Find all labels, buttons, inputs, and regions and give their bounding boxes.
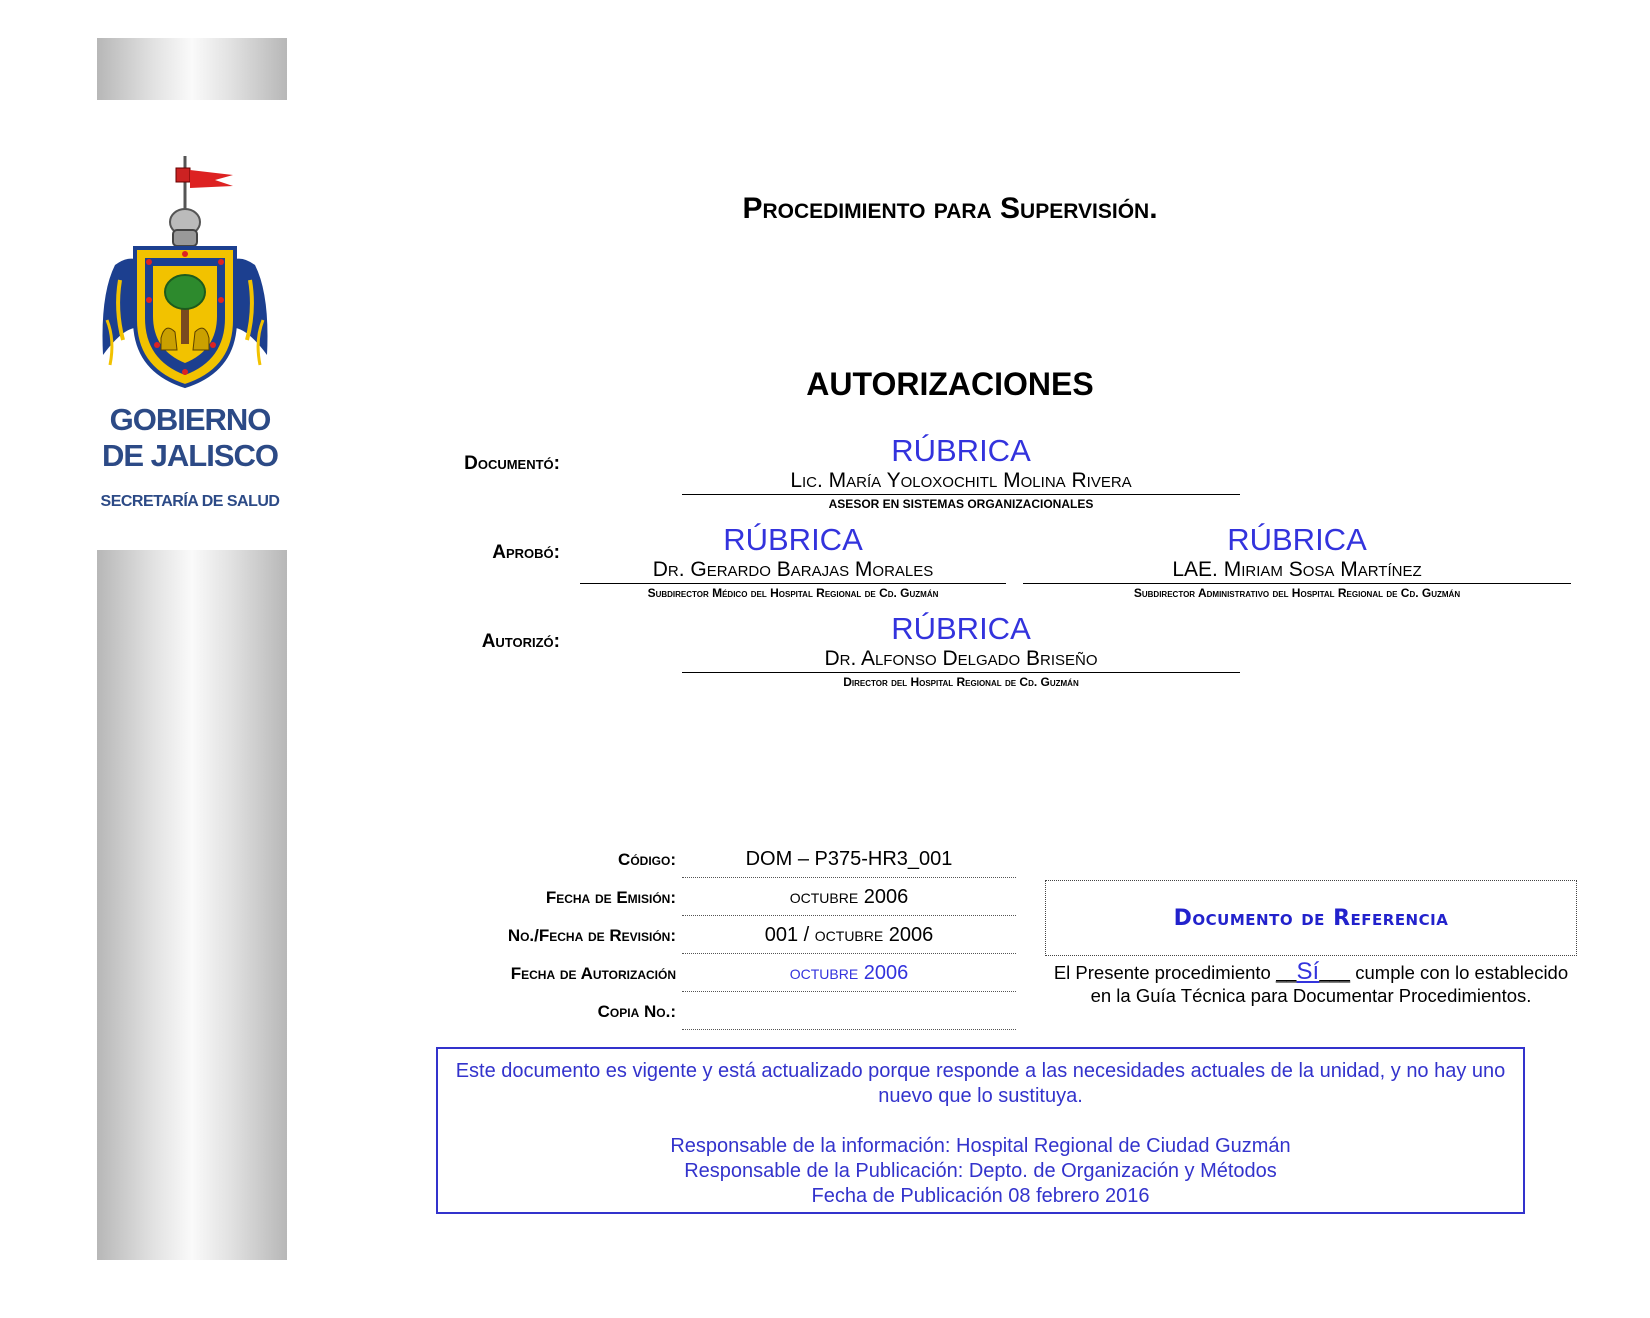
authorized-label: Autorizó: xyxy=(481,631,560,652)
authorization-date-value xyxy=(682,960,1016,986)
signer-role: ASESOR EN SISTEMAS ORGANIZACIONALES xyxy=(828,497,1094,511)
signer-name: Lic. María Yoloxochitl Molina Rivera xyxy=(682,468,1240,495)
signer-name: LAE. Miriam Sosa Martínez xyxy=(1023,557,1571,584)
publication-date: Fecha de Publicación 08 febrero 2016 xyxy=(811,1185,1150,1207)
approved-signature-block-2 xyxy=(1023,523,1571,601)
revision-year: 2006 xyxy=(888,924,934,946)
validity-statement: Este documento es vigente y está actualizado porque responde a las necesidades actuales de la unidad, y no hay uno nuevo que lo sustituya. xyxy=(455,1060,1506,1107)
revision-month: octubre xyxy=(814,924,884,946)
reference-document-title: Documento de Referencia xyxy=(1173,905,1449,931)
reference-document-box xyxy=(1045,880,1577,956)
authorization-month: octubre xyxy=(789,962,859,984)
signer-name: Dr. Alfonso Delgado Briseño xyxy=(682,646,1240,673)
authorized-signature-block xyxy=(682,612,1240,690)
authorization-date-label: Fecha de Autorización xyxy=(510,964,676,983)
information-responsible: Responsable de la información: Hospital Regional de Ciudad Guzmán xyxy=(670,1135,1291,1157)
jalisco-coat-of-arms-icon xyxy=(95,150,275,395)
signature-rubrica: RÚBRICA xyxy=(723,522,863,557)
issue-month: octubre xyxy=(789,886,859,908)
publication-responsible: Responsable de la Publicación: Depto. de Organización y Métodos xyxy=(684,1160,1277,1182)
code-rule xyxy=(682,877,1016,878)
issue-year: 2006 xyxy=(863,886,909,908)
decorative-bar-top xyxy=(97,38,287,100)
reference-answer: Sí xyxy=(1296,958,1320,985)
documented-label: Documentó: xyxy=(464,453,560,474)
signer-role: Subdirector Administrativo del Hospital Regional de Cd. Guzmán xyxy=(1133,586,1461,600)
issue-date-value xyxy=(682,884,1016,910)
code-value: DOM – P375-HR3_001 xyxy=(745,848,953,870)
reference-statement: El Presente procedimiento __Sí___ cumple con lo establecido en la Guía Técnica para Documentar Procedimientos. xyxy=(1053,958,1569,1006)
revision-rule xyxy=(682,953,1016,954)
government-name-line1: GOBIERNO xyxy=(109,402,271,437)
signer-role: Subdirector Médico del Hospital Regional de Cd. Guzmán xyxy=(647,586,939,600)
copy-number-rule xyxy=(682,1029,1016,1030)
ministry-name: SECRETARÍA DE SALUD xyxy=(100,493,280,510)
signature-rubrica: RÚBRICA xyxy=(1227,522,1367,557)
issue-date-rule xyxy=(682,915,1016,916)
authorizations-heading: AUTORIZACIONES xyxy=(806,366,1094,402)
documented-signature-block xyxy=(682,434,1240,512)
signature-rubrica: RÚBRICA xyxy=(891,433,1031,468)
revision-number: 001 xyxy=(764,924,799,946)
reference-text-after: cumple con lo establecido en la Guía Técnica para Documentar Procedimientos. xyxy=(1090,962,1569,1006)
revision-value: 001 / octubre 2006 xyxy=(764,924,934,946)
code-label: Código: xyxy=(618,850,676,869)
decorative-bar-bottom xyxy=(97,550,287,1260)
authorization-year: 2006 xyxy=(863,962,909,984)
approved-label: Aprobó: xyxy=(492,542,560,563)
validity-notice-box xyxy=(436,1047,1525,1214)
approved-signature-block-1 xyxy=(580,523,1006,601)
copy-number-label: Copia No.: xyxy=(597,1002,676,1021)
signer-name: Dr. Gerardo Barajas Morales xyxy=(580,557,1006,584)
revision-label: No./Fecha de Revisión: xyxy=(507,926,676,945)
signature-rubrica: RÚBRICA xyxy=(891,611,1031,646)
issue-date-label: Fecha de Emisión: xyxy=(545,888,676,907)
reference-text-before: El Presente procedimiento xyxy=(1053,962,1271,983)
document-title: Procedimiento para Supervisión. xyxy=(742,192,1158,225)
signer-role: Director del Hospital Regional de Cd. Guzmán xyxy=(843,675,1079,689)
authorization-date-rule xyxy=(682,991,1016,992)
government-name-line2: DE JALISCO xyxy=(101,438,279,473)
